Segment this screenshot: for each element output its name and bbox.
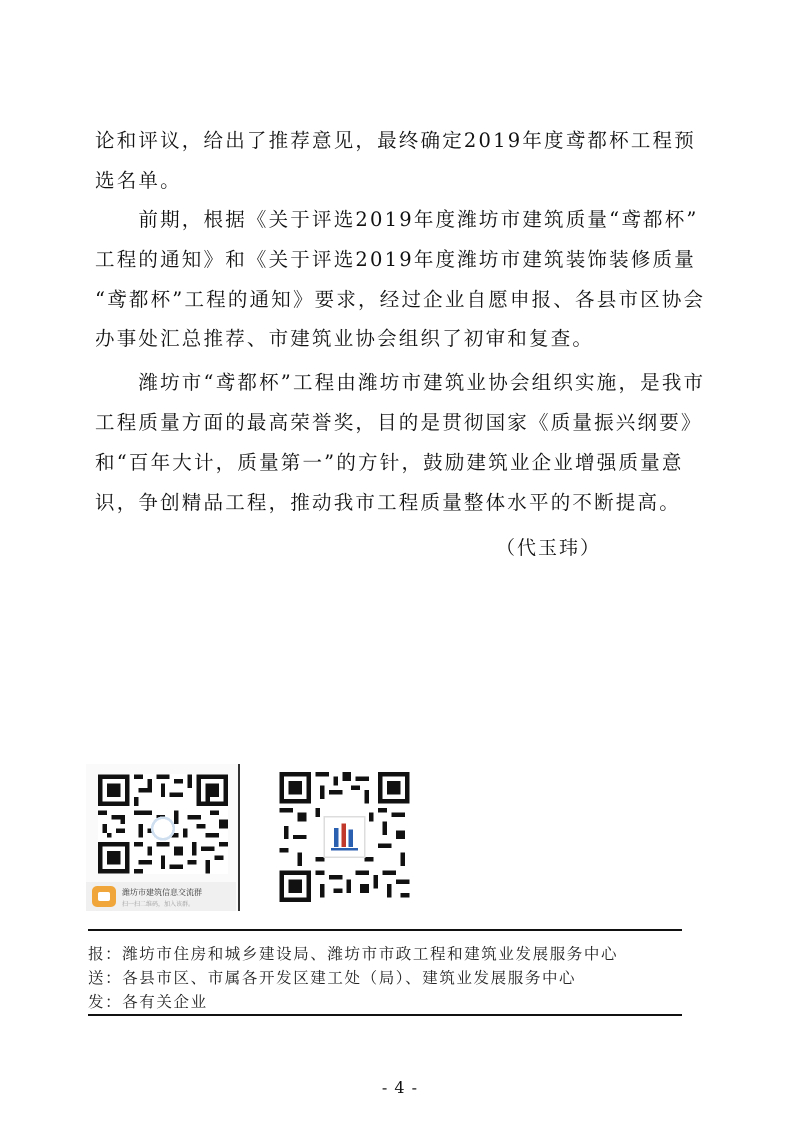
body-line: 选名单。 [95, 169, 182, 192]
official-account-qr-icon [278, 772, 411, 902]
wechat-group-qr-card [86, 764, 240, 911]
wechat-group-name: 潍坊市建筑信息交流群 [122, 888, 202, 897]
body-line: 潍坊市“鸢都杯”工程由潍坊市建筑业协会组织实施，是我市 [95, 371, 706, 394]
body-line: 工程质量方面的最高荣誉奖，目的是贯彻国家《质量振兴纲要》 [95, 411, 703, 434]
wechat-group-hint: 扫一扫二维码，加入该群。 [122, 901, 195, 908]
issue-to-line: 发：各有关企业 [88, 993, 208, 1011]
body-line: 识，争创精品工程，推动我市工程质量整体水平的不断提高。 [95, 491, 681, 514]
wechat-group-info-bar [86, 882, 236, 911]
author-signature: （代玉玮） [496, 537, 602, 559]
bottom-divider [88, 1014, 682, 1016]
send-to-line: 送：各县市区、市属各开发区建工处（局）、建筑业发展服务中心 [88, 969, 577, 987]
body-line: “鸢都杯”工程的通知》要求，经过企业自愿申报、各县市区协会 [95, 288, 706, 311]
body-line: 论和评议，给出了推荐意见，最终确定2019年度鸢都杯工程预 [95, 129, 696, 152]
top-divider [88, 929, 682, 931]
body-line: 办事处汇总推荐、市建筑业协会组织了初审和复查。 [95, 327, 595, 350]
body-line: 和“百年大计，质量第一”的方针，鼓励建筑业企业增强质量意 [95, 451, 684, 474]
body-line: 工程的通知》和《关于评选2019年度潍坊市建筑装饰装修质量 [95, 248, 696, 271]
wechat-group-qr-icon [98, 774, 228, 874]
report-to-line: 报：潍坊市住房和城乡建设局、潍坊市市政工程和建筑业发展服务中心 [88, 945, 619, 963]
page-number: - 4 - [381, 1078, 419, 1097]
wechat-group-icon [92, 886, 116, 907]
body-line: 前期，根据《关于评选2019年度潍坊市建筑质量“鸢都杯” [95, 208, 699, 231]
